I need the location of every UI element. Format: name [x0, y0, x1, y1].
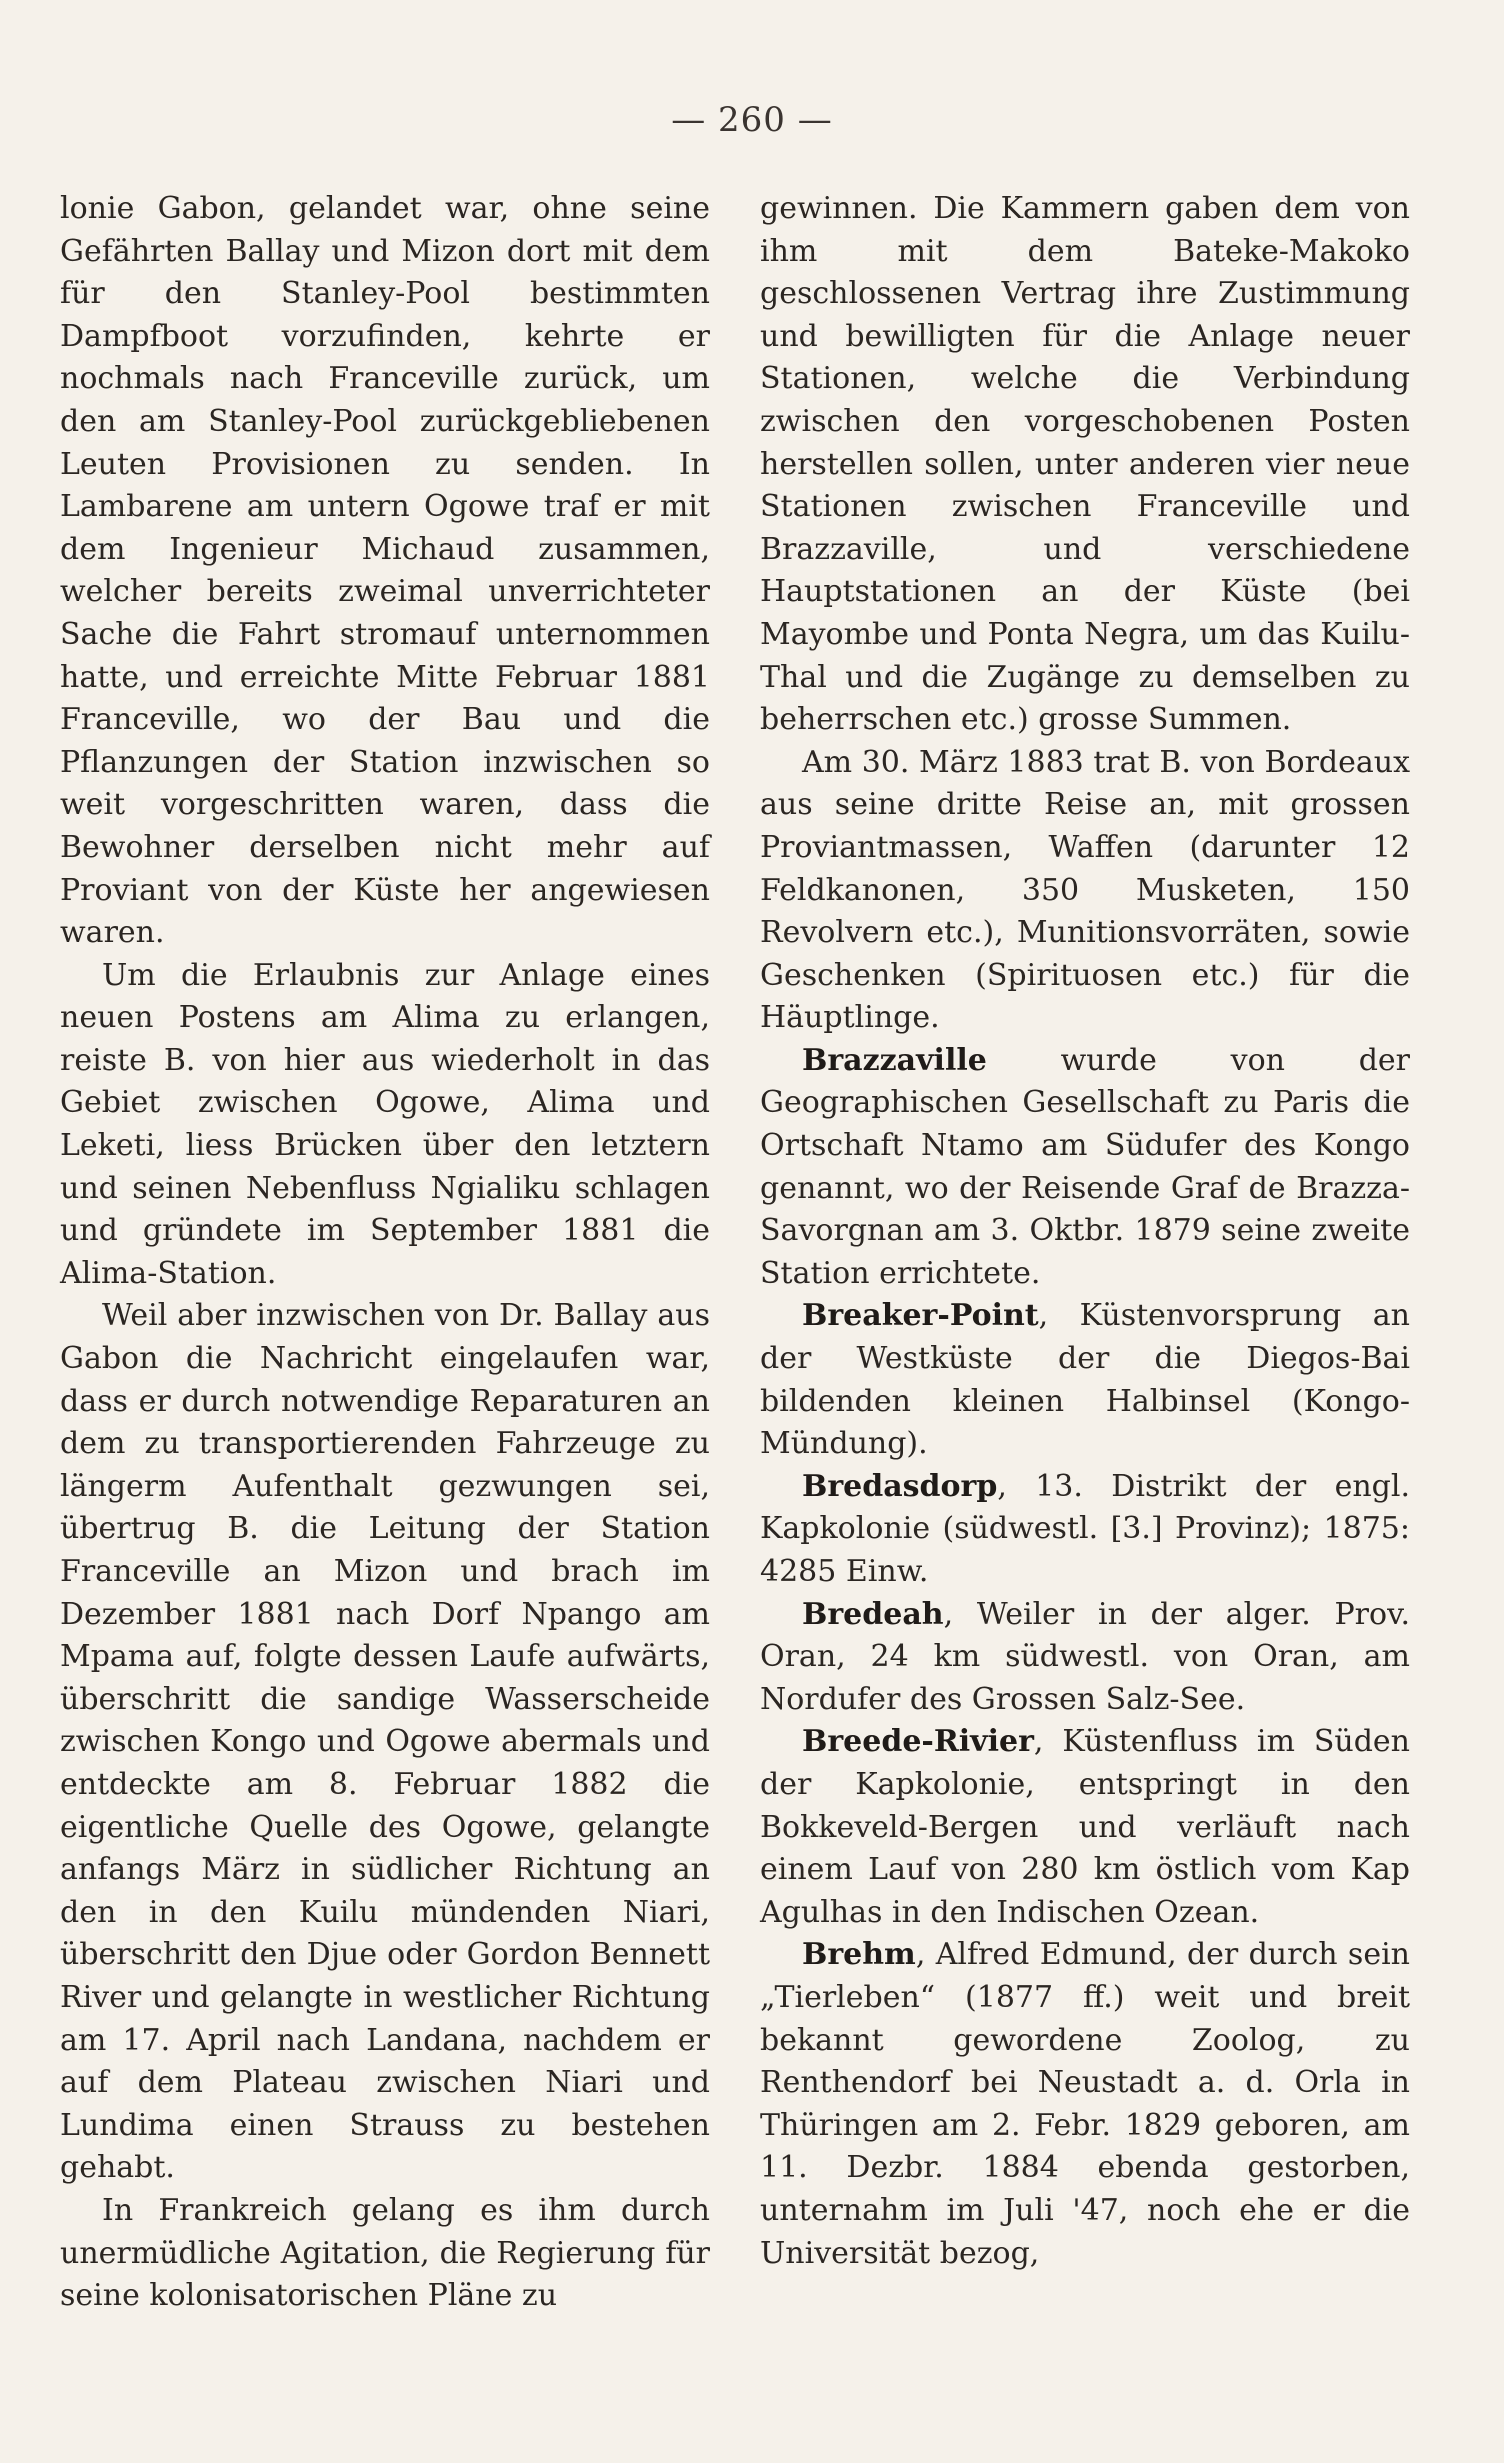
paragraph	[60, 1295, 710, 2189]
paragraph	[60, 2190, 710, 2318]
entry-brehm	[760, 1934, 1410, 2275]
entry-headword: Bredeah	[802, 1596, 944, 1632]
paragraph-text: Um die Erlaubnis zur Anlage eines neuen Postens am Alima zu erlangen, reiste B. von hier aus wiederholt in das Gebiet zwischen Ogowe, Alima und Leketi, liess Brücken über den letztern und seinen Nebenfluss Ngialiku schlagen und gründete im September 1881 die Alima-Station.	[60, 957, 710, 1291]
entry-text: , Küstenvorsprung an der Westküste der die Diegos-Bai bildenden kleinen Halbinsel (Kongo-Mündung).	[760, 1298, 1410, 1462]
paragraph	[60, 955, 710, 1296]
paragraph-text: Weil aber inzwischen von Dr. Ballay aus Gabon die Nachricht eingelaufen war, dass er durch notwendige Reparaturen an dem zu transportierenden Fahrzeuge zu längerm Aufenthalt gezwungen sei, übertrug B. die Leitung der Station Franceville an Mizon und brach im Dezember 1881 nach Dorf Npango am Mpama auf, folgte dessen Laufe aufwärts, überschritt die sandige Wasserscheide zwischen Kongo und Ogowe abermals und entdeckte am 8. Februar 1882 die eigentliche Quelle des Ogowe, gelangte anfangs März in südlicher Richtung an den in den Kuilu mündenden Niari, überschritt den Djue oder Gordon Bennett River und gelangte in westlicher Richtung am 17. April nach Landana, nachdem er auf dem Plateau zwischen Niari und Lundima einen Strauss zu bestehen gehabt.	[60, 1298, 710, 2186]
paragraph-text: lonie Gabon, gelandet war, ohne seine Gefährten Ballay und Mizon dort mit dem für den Stanley-Pool bestimmten Dampfboot vorzufinden, kehrte er nochmals nach Franceville zurück, um den am Stanley-Pool zurückgebliebenen Leuten Provisionen zu senden. In Lambarene am untern Ogowe traf er mit dem Ingenieur Michaud zusammen, welcher bereits zweimal unverrichteter Sache die Fahrt stromauf unternommen hatte, und erreichte Mitte Februar 1881 Franceville, wo der Bau und die Pflanzungen der Station inzwischen so weit vorgeschritten waren, dass die Bewohner derselben nicht mehr auf Proviant von der Küste her angewiesen waren.	[60, 191, 710, 951]
entry-bredeah	[760, 1594, 1410, 1722]
entry-headword: Brazzaville	[802, 1042, 987, 1078]
entry-headword: Breaker-Point	[802, 1298, 1039, 1334]
paragraph-text: gewinnen. Die Kammern gaben dem von ihm mit dem Bateke-Makoko geschlossenen Vertrag ihre Zustimmung und bewilligten für die Anlage neuer Stationen, welche die Verbindung zwischen den vorgeschobenen Posten herstellen sollen, unter anderen vier neue Stationen zwischen Franceville und Brazzaville, und verschiedene Hauptstationen an der Küste (bei Mayombe und Ponta Negra, um das Kuilu-Thal und die Zugänge zu demselben zu beherrschen etc.) grosse Summen.	[760, 191, 1410, 738]
entry-text: , Küstenfluss im Süden der Kapkolonie, entspringt in den Bokkeveld-Bergen und verläuft nach einem Lauf von 280 km östlich vom Kap Agulhas in den Indischen Ozean.	[760, 1724, 1410, 1930]
entry-breaker-point	[760, 1295, 1410, 1465]
entry-text: , Weiler in der alger. Prov. Oran, 24 km südwestl. von Oran, am Nordufer des Grossen Salz-See.	[760, 1596, 1410, 1717]
paragraph-text: Am 30. März 1883 trat B. von Bordeaux aus seine dritte Reise an, mit grossen Proviantmassen, Waffen (darunter 12 Feldkanonen, 350 Musketen, 150 Revolvern etc.), Munitionsvorräten, sowie Geschenken (Spirituosen etc.) für die Häuptlinge.	[760, 744, 1410, 1036]
page-number: — 260 —	[671, 100, 833, 140]
paragraph	[760, 742, 1410, 1040]
paragraph	[60, 188, 710, 955]
entry-headword: Brehm	[802, 1937, 916, 1973]
paragraph	[760, 188, 1410, 742]
entry-text: , Alfred Edmund, der durch sein „Tierleben“ (1877 ff.) weit und breit bekannt gewordene Zoolog, zu Renthendorf bei Neustadt a. d. Orla in Thüringen am 2. Febr. 1829 geboren, am 11. Dezbr. 1884 ebenda gestorben, unternahm im Juli '47, noch ehe er die Universität bezog,	[760, 1937, 1410, 2271]
entry-headword: Breede-Rivier	[802, 1724, 1034, 1760]
entry-text: , 13. Distrikt der engl. Kapkolonie (südwestl. [3.] Provinz); 1875: 4285 Einw.	[760, 1468, 1410, 1589]
entry-headword: Bredasdorp	[802, 1468, 998, 1504]
entry-bredasdorp	[760, 1466, 1410, 1594]
entry-breede-rivier	[760, 1721, 1410, 1934]
left-column	[60, 188, 710, 2318]
paragraph-text: In Frankreich gelang es ihm durch unermüdliche Agitation, die Regierung für seine kolonisatorischen Pläne zu	[60, 2192, 710, 2314]
entry-brazzaville	[760, 1040, 1410, 1296]
entry-text: wurde von der Geographischen Gesellschaft zu Paris die Ortschaft Ntamo am Südufer des Kongo genannt, wo der Reisende Graf de Brazza-Savorgnan am 3. Oktbr. 1879 seine zweite Station errichtete.	[760, 1042, 1410, 1291]
right-column	[760, 188, 1410, 2275]
